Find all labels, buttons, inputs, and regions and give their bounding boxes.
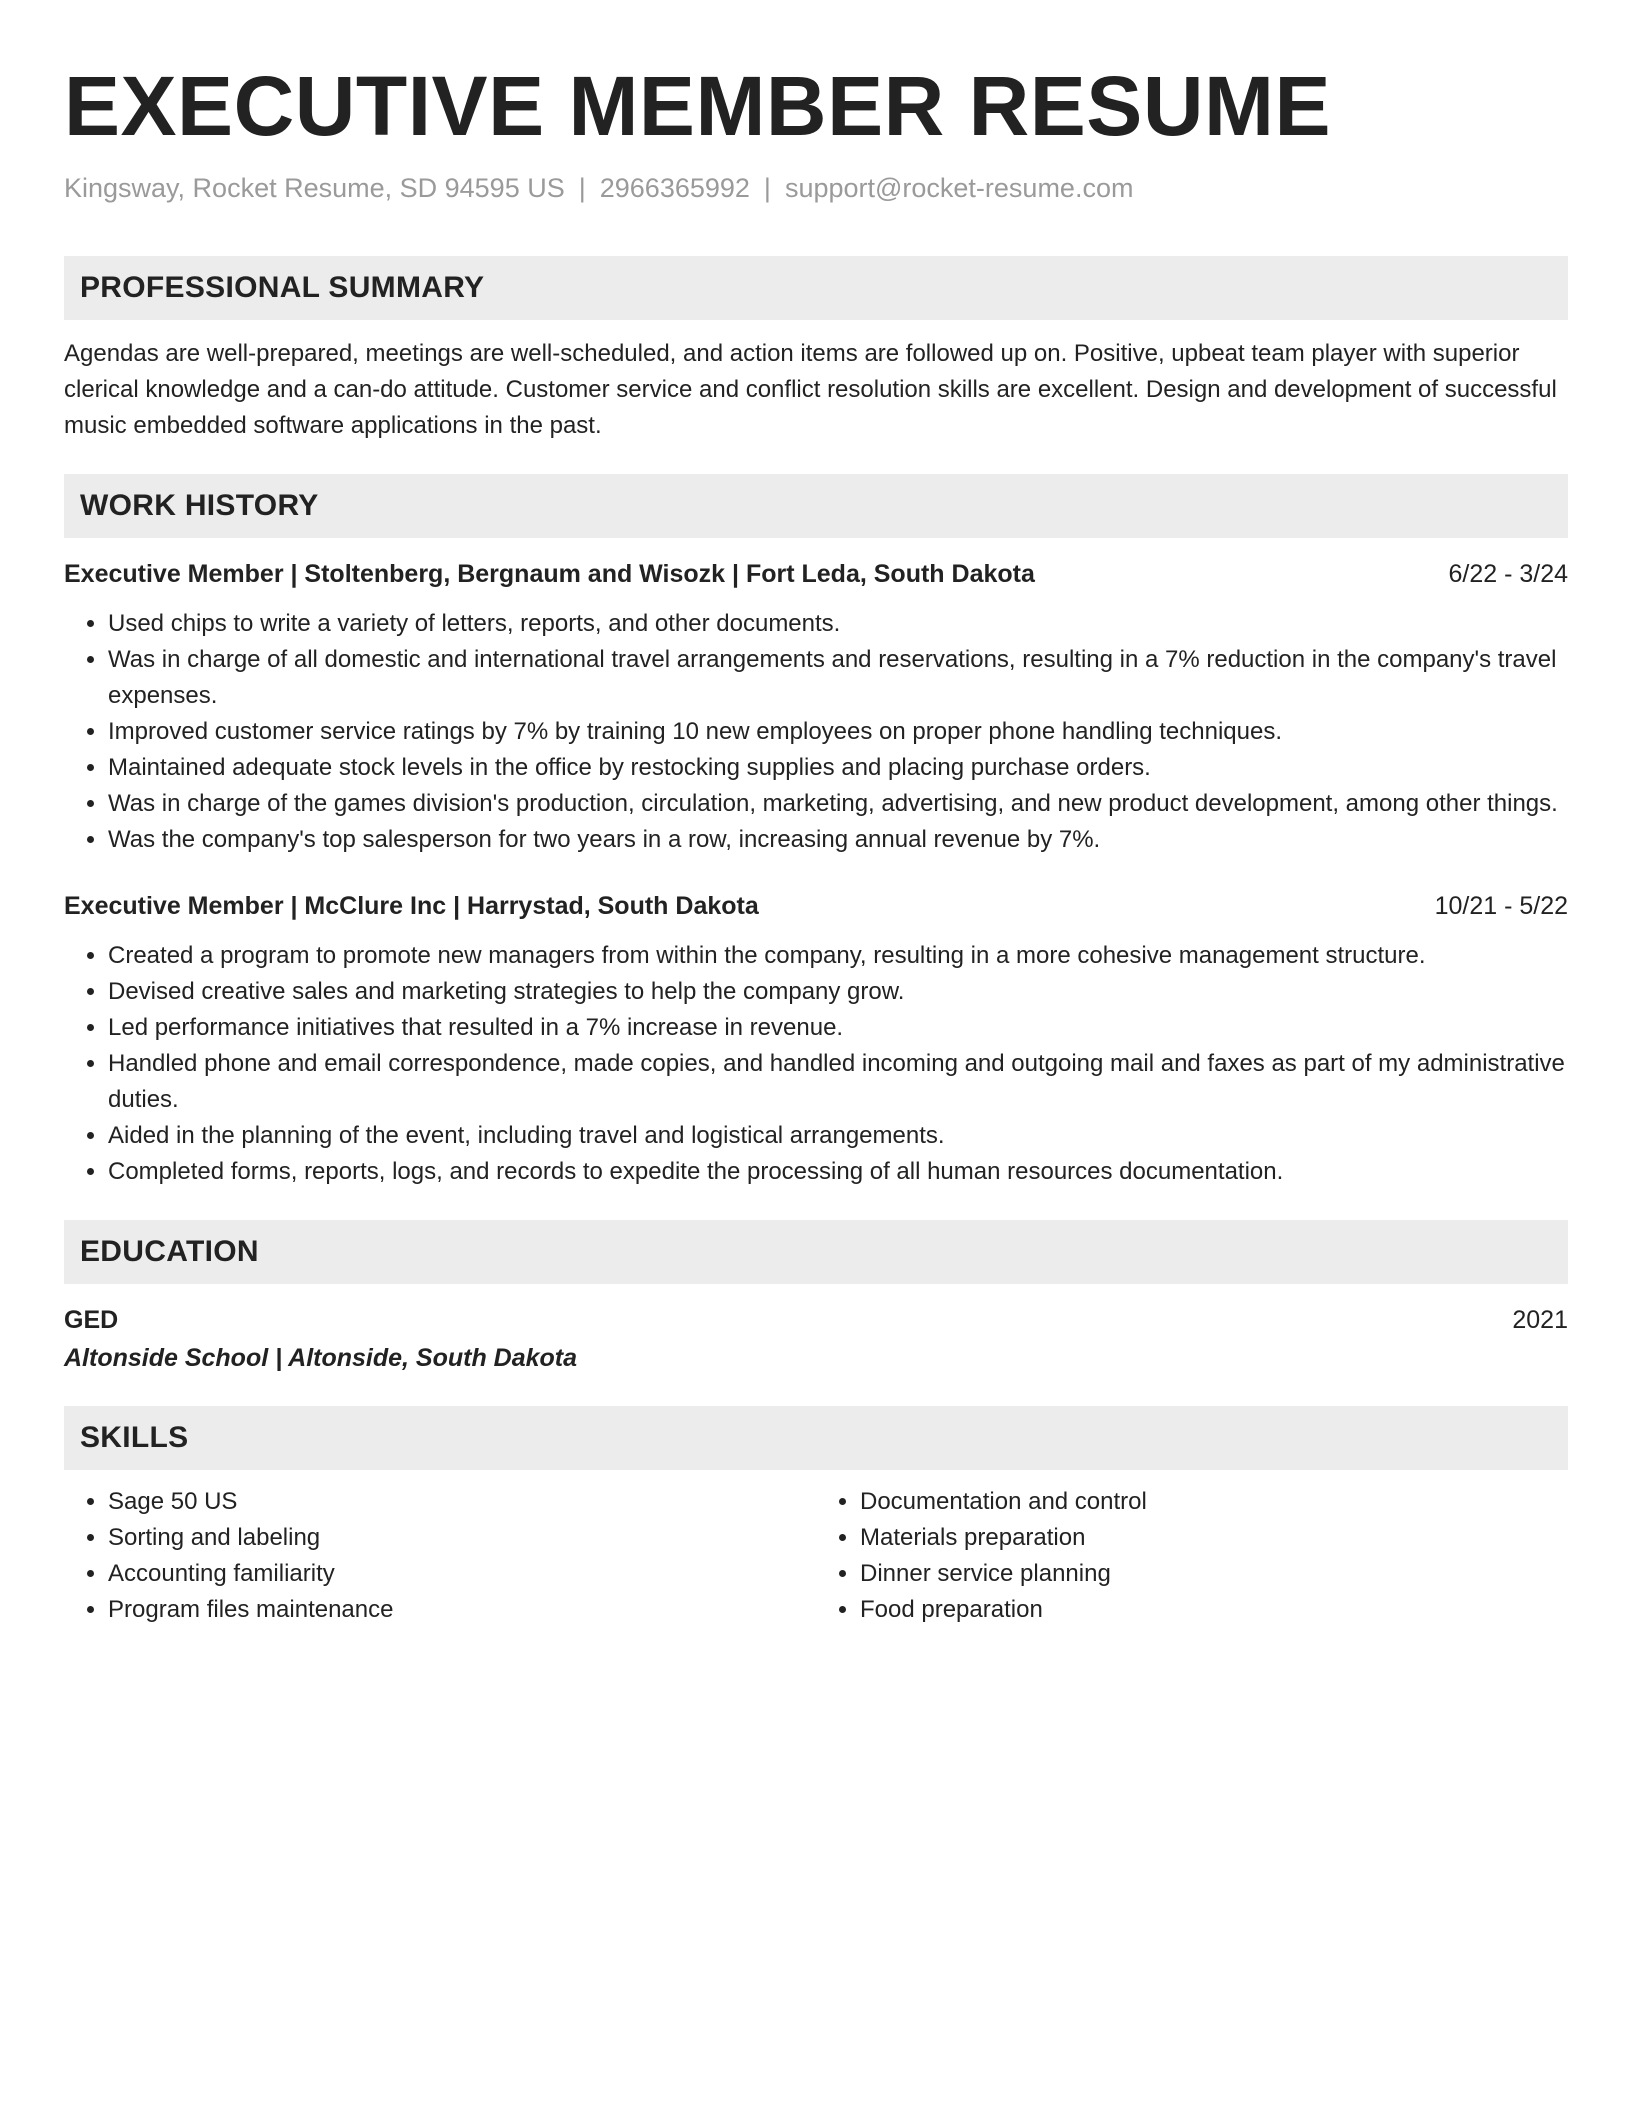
job-header — [64, 888, 1568, 924]
education-degree: GED — [64, 1306, 119, 1334]
job-bullet: • Used chips to write a variety of letters, reports, and other documents. — [108, 606, 1568, 642]
skills-column-right — [816, 1484, 1568, 1628]
job-bullet: • Was in charge of all domestic and international travel arrangements and reservations, resulting in a 7% reduction in the company's travel expenses. — [108, 642, 1568, 714]
job-bullet: • Completed forms, reports, logs, and records to expedite the processing of all human resources documentation. — [108, 1154, 1568, 1190]
resume-title: EXECUTIVE MEMBER RESUME — [64, 59, 1331, 153]
contact-email: support@rocket-resume.com — [784, 173, 1134, 203]
skill-item: • Accounting familiarity — [108, 1556, 816, 1592]
section-header-skills — [64, 1406, 1568, 1470]
job-entry — [64, 888, 1568, 1190]
job-bullet: • Handled phone and email correspondence, made copies, and handled incoming and outgoing mail and faxes as part of my administrative duties. — [108, 1046, 1568, 1118]
job-bullet: • Created a program to promote new managers from within the company, resulting in a more cohesive management structure. — [108, 938, 1568, 974]
section-header-work-history — [64, 474, 1568, 538]
job-title-line: Executive Member | McClure Inc | Harrystad, South Dakota — [64, 892, 759, 920]
education-header — [64, 1302, 1568, 1338]
contact-phone: 2966365992 — [599, 173, 750, 203]
job-dates: 6/22 - 3/24 — [1448, 560, 1568, 588]
contact-separator: | — [763, 173, 771, 203]
education-year: 2021 — [1512, 1306, 1568, 1334]
education-school: Altonside School | Altonside, South Dakota — [64, 1344, 578, 1372]
job-bullet: • Devised creative sales and marketing strategies to help the company grow. — [108, 974, 1568, 1010]
section-title-education: EDUCATION — [80, 1235, 259, 1268]
job-bullets — [64, 938, 1568, 1190]
contact-separator: | — [578, 173, 586, 203]
job-bullet: • Improved customer service ratings by 7% by training 10 new employees on proper phone handling techniques. — [108, 714, 1568, 750]
job-entry — [64, 556, 1568, 858]
skill-item: • Sorting and labeling — [108, 1520, 816, 1556]
job-bullet: • Maintained adequate stock levels in the office by restocking supplies and placing purchase orders. — [108, 750, 1568, 786]
section-header-education — [64, 1220, 1568, 1284]
job-bullet: • Aided in the planning of the event, including travel and logistical arrangements. — [108, 1118, 1568, 1154]
contact-address: Kingsway, Rocket Resume, SD 94595 US — [64, 173, 565, 203]
skill-item: • Program files maintenance — [108, 1592, 816, 1628]
contact-line — [64, 170, 1568, 206]
job-dates: 10/21 - 5/22 — [1434, 892, 1568, 920]
skill-item: • Food preparation — [860, 1592, 1568, 1628]
skills-column-left — [64, 1484, 816, 1628]
section-title-summary: PROFESSIONAL SUMMARY — [80, 271, 485, 304]
job-title-line: Executive Member | Stoltenberg, Bergnaum and Wisozk | Fort Leda, South Dakota — [64, 560, 1035, 588]
skill-item: • Dinner service planning — [860, 1556, 1568, 1592]
skill-item: • Sage 50 US — [108, 1484, 816, 1520]
section-title-skills: SKILLS — [80, 1421, 189, 1454]
job-bullet: • Was the company's top salesperson for two years in a row, increasing annual revenue by 7%. — [108, 822, 1568, 858]
job-header — [64, 556, 1568, 592]
job-bullet: • Led performance initiatives that resulted in a 7% increase in revenue. — [108, 1010, 1568, 1046]
section-title-work-history: WORK HISTORY — [80, 489, 319, 522]
job-bullet: • Was in charge of the games division's production, circulation, marketing, advertising, and new product development, among other things. — [108, 786, 1568, 822]
skill-item: • Documentation and control — [860, 1484, 1568, 1520]
skill-item: • Materials preparation — [860, 1520, 1568, 1556]
skills-list — [64, 1484, 1568, 1628]
summary-text: Agendas are well-prepared, meetings are well-scheduled, and action items are followed up on. Positive, upbeat team player with superior clerical knowledge and a can-do attitude. Customer service and conflict resolution skills are excellent. Design and development of successful music embedded software applications in the past. — [64, 340, 1557, 439]
section-header-summary — [64, 256, 1568, 320]
job-bullets — [64, 606, 1568, 858]
